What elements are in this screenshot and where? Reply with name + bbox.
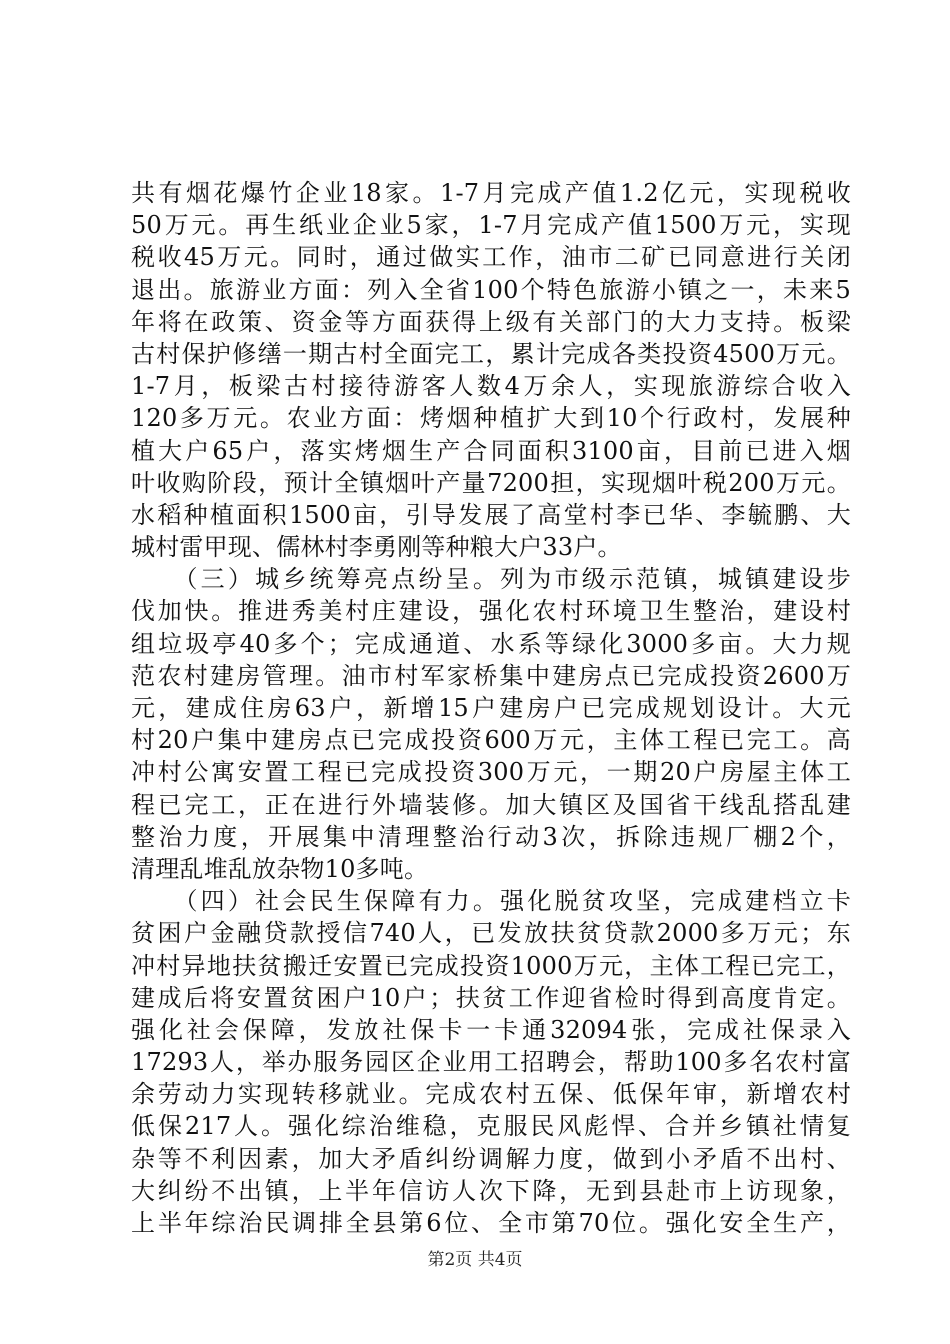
text-line: 建成后将安置贫困户10户；扶贫工作迎省检时得到高度肯定。 bbox=[131, 983, 851, 1012]
text-line: 叶收购阶段，预计全镇烟叶产量7200担，实现烟叶税200万元。 bbox=[131, 468, 851, 497]
text-line: 古村保护修缮一期古村全面完工，累计完成各类投资4500万元。 bbox=[131, 339, 851, 368]
text-line: 退出。旅游业方面：列入全省100个特色旅游小镇之一，未来5 bbox=[131, 275, 851, 304]
text-line: 杂等不利因素，加大矛盾纠纷调解力度，做到小矛盾不出村、 bbox=[131, 1144, 851, 1173]
text-line: 低保217人。强化综治维稳，克服民风彪悍、合并乡镇社情复 bbox=[131, 1112, 851, 1141]
text-line: 伐加快。推进秀美村庄建设，强化农村环境卫生整治，建设村 bbox=[131, 597, 851, 626]
text-line: 村20户集中建房点已完成投资600万元，主体工程已完工。高 bbox=[131, 726, 851, 755]
text-line: 共有烟花爆竹企业18家。1-7月完成产值1.2亿元，实现税收 bbox=[131, 179, 851, 207]
text-line: 水稻种植面积1500亩，引导发展了高堂村李已华、李毓鹏、大 bbox=[131, 500, 851, 529]
text-line: 大纠纷不出镇，上半年信访人次下降，无到县赴市上访现象， bbox=[131, 1176, 851, 1205]
text-line: 强化社会保障，发放社保卡一卡通32094张，完成社保录入 bbox=[131, 1015, 851, 1044]
text-line: 冲村公寓安置工程已完成投资300万元，一期20户房屋主体工 bbox=[131, 758, 851, 787]
text-line: 年将在政策、资金等方面获得上级有关部门的大力支持。板梁 bbox=[131, 307, 851, 336]
text-line: 清理乱堆乱放杂物10多吨。 bbox=[131, 854, 429, 883]
text-line: （四）社会民生保障有力。强化脱贫攻坚，完成建档立卡 bbox=[131, 887, 851, 916]
text-line: 程已完工，正在进行外墙装修。加大镇区及国省干线乱搭乱建 bbox=[131, 790, 851, 819]
text-line: 上半年综治民调排全县第6位、全市第70位。强化安全生产， bbox=[131, 1209, 851, 1237]
text-line: 1-7月，板梁古村接待游客人数4万余人，实现旅游综合收入 bbox=[131, 372, 851, 401]
text-line: 范农村建房管理。油市村军家桥集中建房点已完成投资2600万 bbox=[131, 661, 851, 690]
paragraph-urban-rural bbox=[131, 563, 851, 885]
text-line: 城村雷甲现、儒林村李勇刚等种粮大户33户。 bbox=[131, 533, 622, 562]
document-body bbox=[131, 177, 851, 1239]
text-line: 植大户65户，落实烤烟生产合同面积3100亩，目前已进入烟 bbox=[131, 436, 851, 465]
text-line: 税收45万元。同时，通过做实工作，油市二矿已同意进行关闭 bbox=[131, 243, 851, 272]
text-line: 贫困户金融贷款授信740人，已发放扶贫贷款2000多万元；东 bbox=[131, 919, 851, 948]
text-line: 冲村异地扶贫搬迁安置已完成投资1000万元，主体工程已完工， bbox=[131, 951, 851, 980]
text-line: 17293人，举办服务园区企业用工招聘会，帮助100多名农村富 bbox=[131, 1048, 851, 1077]
page-footer bbox=[0, 1245, 950, 1270]
paragraph-industry bbox=[131, 177, 851, 563]
text-line: 50万元。再生纸业企业5家，1-7月完成产值1500万元，实现 bbox=[131, 211, 851, 240]
page-number: 第2页 共4页 bbox=[427, 1250, 523, 1270]
paragraph-livelihood bbox=[131, 885, 851, 1239]
text-line: 组垃圾亭40多个；完成通道、水系等绿化3000多亩。大力规 bbox=[131, 629, 851, 658]
text-line: 120多万元。农业方面：烤烟种植扩大到10个行政村，发展种 bbox=[131, 404, 851, 433]
text-line: 余劳动力实现转移就业。完成农村五保、低保年审，新增农村 bbox=[131, 1080, 851, 1109]
text-line: 元，建成住房63户，新增15户建房户已完成规划设计。大元 bbox=[131, 694, 851, 722]
text-line: （三）城乡统筹亮点纷呈。列为市级示范镇，城镇建设步 bbox=[131, 565, 851, 594]
text-line: 整治力度，开展集中清理整治行动3次，拆除违规厂棚2个， bbox=[131, 822, 851, 851]
